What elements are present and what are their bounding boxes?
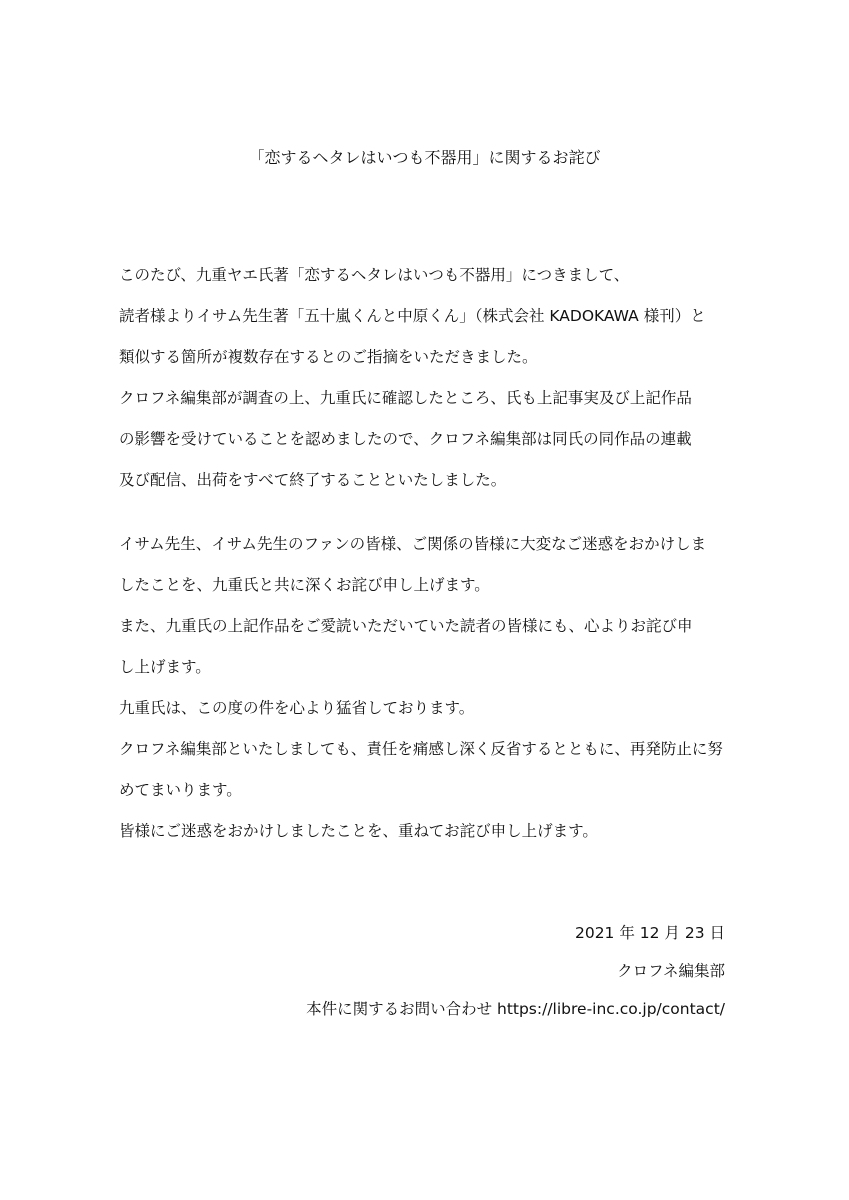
paragraph-line: したことを、九重氏と共に深くお詫び申し上げます。 bbox=[119, 576, 490, 594]
contact-line: 本件に関するお問い合わせ https://libre-inc.co.jp/contact/ bbox=[306, 1000, 725, 1018]
paragraph-line: クロフネ編集部といたしましても、責任を痛感し深く反省するとともに、再発防止に努 bbox=[119, 740, 723, 758]
paragraph-line: イサム先生、イサム先生のファンの皆様、ご関係の皆様に大変なご迷惑をおかけしま bbox=[119, 535, 707, 553]
paragraph-line: 読者様よりイサム先生著「五十嵐くんと中原くん」（株式会社 KADOKAWA 様刊）と bbox=[119, 307, 706, 325]
paragraph-line: し上げます。 bbox=[119, 658, 211, 676]
paragraph-line: 類似する箇所が複数存在するとのご指摘をいただきました。 bbox=[119, 348, 538, 366]
paragraph-line: このたび、九重ヤエ氏著「恋するヘタレはいつも不器用」につきまして、 bbox=[119, 266, 630, 284]
issue-date: 2021 年 12 月 23 日 bbox=[574, 924, 725, 942]
paragraph-line: めてまいります。 bbox=[119, 781, 242, 799]
paragraph-line: クロフネ編集部が調査の上、九重氏に確認したところ、氏も上記事実及び上記作品 bbox=[119, 389, 692, 407]
paragraph-line: また、九重氏の上記作品をご愛読いただいていた読者の皆様にも、心よりお詫び申 bbox=[119, 617, 693, 635]
signature: クロフネ編集部 bbox=[617, 962, 725, 980]
paragraph-line: 及び配信、出荷をすべて終了することといたしました。 bbox=[119, 471, 507, 489]
paragraph-line: 九重氏は、この度の件を心より猛省しております。 bbox=[119, 699, 475, 717]
paragraph-line: の影響を受けていることを認めましたので、クロフネ編集部は同氏の同作品の連載 bbox=[119, 430, 692, 448]
document-title: 「恋するヘタレはいつも不器用」に関するお詫び bbox=[248, 148, 601, 167]
paragraph-line: 皆様にご迷惑をおかけしましたことを、重ねてお詫び申し上げます。 bbox=[119, 822, 598, 840]
